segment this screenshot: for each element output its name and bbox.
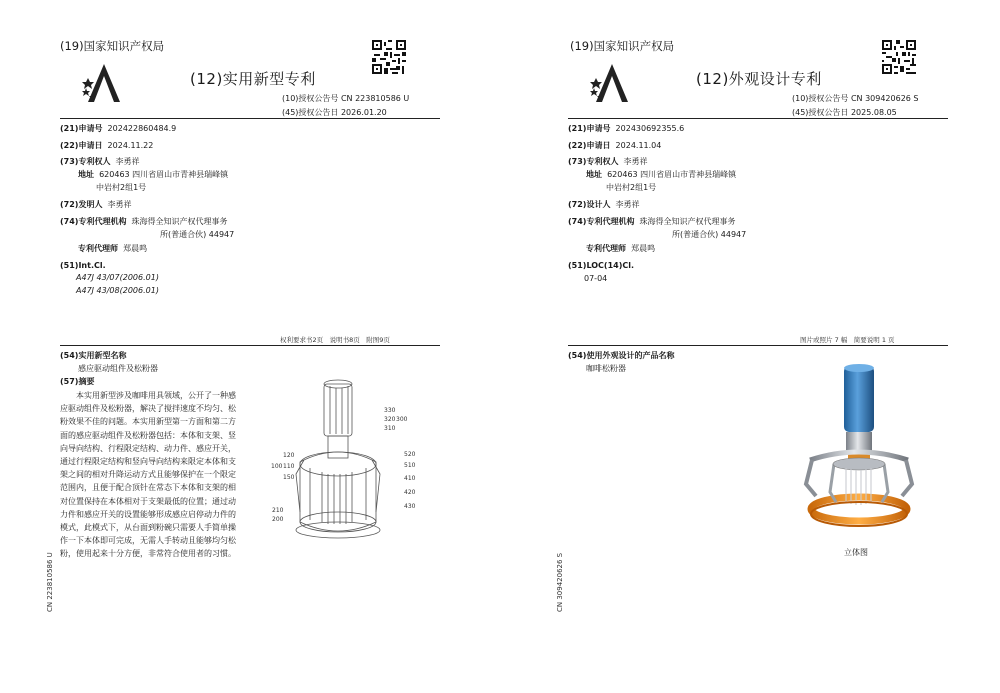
ref-520: 520 bbox=[404, 451, 416, 458]
patent-agency-line-2: 所(普通合伙) 44947 bbox=[160, 230, 235, 239]
application-number: (21)申请号 202422860484.9 bbox=[60, 124, 177, 133]
application-number: (21)申请号 202430692355.6 bbox=[568, 124, 685, 133]
qr-code-icon bbox=[372, 40, 406, 74]
abstract-text: 本实用新型涉及咖啡用具领域，公开了一种感应驱动组件及松粉器，解决了搅拌速度不均匀、松粉效果不佳的问题。本实用新型第一方面和第二方面的感应驱动组件及松粉器包括：本体和支架、竖向导向结构、行程限定结构、动力件、感应开关，通过行程限定结构和竖向导向结构来限定本体和支架之间的相对升降运动方式且能够保护在一个限定范围内，且便于配合顶针在常态下本体和支架的相对位置保持在本体相对于支架最低的位置；通过动力件和感应开关的设置能够形成感应启停动力件的模式，此模式下，从台面到粉碗只需要人手简单操作一下本体即可完成，无需人手转动且能够均匀松粉，使用起来十分方便，非常符合使用者的习惯。 bbox=[60, 391, 236, 559]
header-divider bbox=[60, 118, 440, 119]
patent-agent: 专利代理师 郑晨鸣 bbox=[78, 244, 148, 253]
office-name: (19)国家知识产权局 bbox=[570, 39, 675, 53]
pages-info: 图片或照片 7 幅 简要说明 1 页 bbox=[800, 336, 895, 344]
patent-type-title: (12)实用新型专利 bbox=[190, 70, 316, 88]
abstract-divider bbox=[60, 345, 440, 346]
application-date: (22)申请日 2024.11.22 bbox=[60, 141, 154, 150]
address: 地址 620463 四川省眉山市青神县瑞峰镇 bbox=[586, 170, 737, 179]
design-patent-page bbox=[500, 0, 1000, 693]
int-cl-label: (51)Int.Cl. bbox=[60, 261, 106, 270]
publication-date: (45)授权公告日 2025.08.05 bbox=[792, 108, 897, 117]
product-name: 咖啡松粉器 bbox=[586, 364, 626, 373]
publication-date: (45)授权公告日 2026.01.20 bbox=[282, 108, 387, 117]
application-date: (22)申请日 2024.11.04 bbox=[568, 141, 662, 150]
pages-info: 权利要求书2页 说明书8页 附图9页 bbox=[280, 336, 390, 344]
cnipa-logo-icon bbox=[588, 58, 634, 104]
address-line-2: 中岩村2组1号 bbox=[96, 183, 147, 192]
abstract-label: (57)摘要 bbox=[60, 377, 95, 386]
ref-200: 200 bbox=[272, 516, 284, 523]
ref-320: 320 bbox=[384, 416, 396, 423]
publication-number: (10)授权公告号 CN 309420626 S bbox=[792, 94, 919, 103]
ref-330: 330 bbox=[384, 407, 396, 414]
patent-agency: (74)专利代理机构 珠海得全知识产权代理事务 bbox=[568, 217, 736, 226]
ref-110: 110 bbox=[283, 463, 295, 470]
publication-number: (10)授权公告号 CN 223810586 U bbox=[282, 94, 410, 103]
ref-210: 210 bbox=[272, 507, 284, 514]
product-photo bbox=[796, 364, 922, 542]
ref-420: 420 bbox=[404, 489, 416, 496]
patent-agency: (74)专利代理机构 珠海得全知识产权代理事务 bbox=[60, 217, 228, 226]
side-publication-number: CN 223810586 U bbox=[46, 552, 54, 612]
ref-300: 300 bbox=[396, 416, 408, 423]
loc-label: (51)LOC(14)Cl. bbox=[568, 261, 635, 270]
address-line-2: 中岩村2组1号 bbox=[606, 183, 657, 192]
patent-agent: 专利代理师 郑晨鸣 bbox=[586, 244, 656, 253]
patent-type-title: (12)外观设计专利 bbox=[696, 70, 822, 88]
utility-title: 感应驱动组件及松粉器 bbox=[78, 364, 158, 373]
ref-150: 150 bbox=[283, 474, 295, 481]
ref-510: 510 bbox=[404, 462, 416, 469]
side-publication-number: CN 309420626 S bbox=[556, 552, 564, 612]
qr-code-icon bbox=[882, 40, 916, 74]
loc-class: 07-04 bbox=[584, 274, 608, 283]
ref-310: 310 bbox=[384, 425, 396, 432]
view-caption: 立体图 bbox=[844, 548, 868, 557]
ref-120: 120 bbox=[283, 452, 295, 459]
ref-430: 430 bbox=[404, 503, 416, 510]
patent-agency-line-2: 所(普通合伙) 44947 bbox=[672, 230, 747, 239]
abstract-divider bbox=[568, 345, 948, 346]
cnipa-logo-icon bbox=[80, 58, 126, 104]
title-label: (54)实用新型名称 bbox=[60, 351, 127, 360]
ref-410: 410 bbox=[404, 475, 416, 482]
patentee: (73)专利权人 李勇祥 bbox=[60, 157, 140, 166]
office-name: (19)国家知识产权局 bbox=[60, 39, 165, 53]
designer: (72)设计人 李勇祥 bbox=[568, 200, 640, 209]
int-cl-1: A47J 43/07(2006.01) bbox=[76, 273, 159, 282]
int-cl-2: A47J 43/08(2006.01) bbox=[76, 286, 159, 295]
header-divider bbox=[568, 118, 948, 119]
product-label: (54)使用外观设计的产品名称 bbox=[568, 351, 675, 360]
address: 地址 620463 四川省眉山市青神县瑞峰镇 bbox=[78, 170, 229, 179]
patentee: (73)专利权人 李勇祥 bbox=[568, 157, 648, 166]
inventor: (72)发明人 李勇祥 bbox=[60, 200, 132, 209]
ref-100: 100 bbox=[271, 463, 283, 470]
